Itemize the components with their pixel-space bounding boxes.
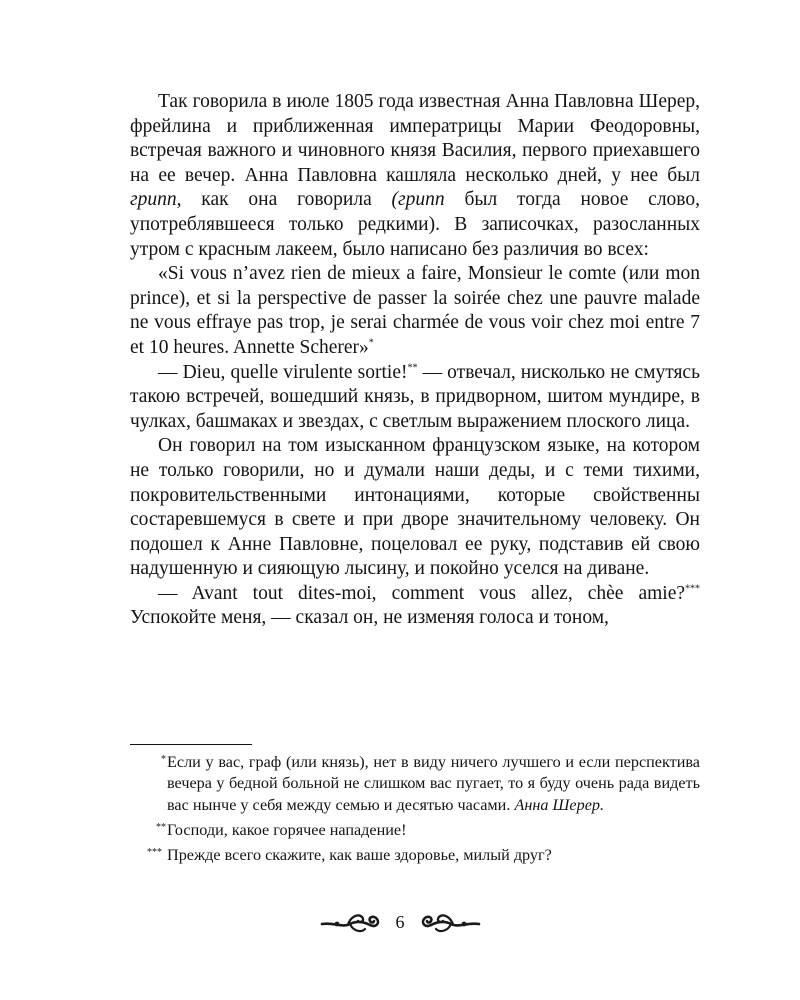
footnote-ref-3[interactable]: *** (685, 583, 700, 595)
footnote-text: Прежде всего скажите, как ваше здоровье, милый друг? (167, 846, 552, 865)
page-number: 6 (395, 911, 405, 932)
footnote-ref-2[interactable]: ** (407, 362, 418, 374)
text-run: Успокойте меня, — сказал он, не изменяя голоса и тоном, (130, 607, 609, 629)
footnote-3 (130, 845, 700, 866)
footnote-1 (130, 752, 700, 816)
footnote-text: Господи, какое горячее нападение! (167, 820, 407, 839)
text-run: Он говорил на том изысканном французском языке, на котором не только говорили, но и думали наши деды, и с теми тихими, покровительственными интонациями, которые свойственны состаревшемуся в свете и при дворе значительному человеку. Он подошел к Анне Павловне, поцеловал ее руку, подставив ей свою надушенную и сияющую лысину, и покойно уселся на диване. (130, 435, 700, 580)
main-text (130, 90, 700, 631)
paragraph-4 (130, 434, 700, 582)
text-run: — Avant tout dites-moi, comment vous allez, chèe amie? (158, 582, 685, 604)
footnotes (130, 752, 700, 870)
italic-run: грипп, (130, 189, 182, 211)
left-scroll-ornament-icon (320, 907, 382, 937)
paragraph-2 (130, 262, 700, 360)
footnote-mark: * (161, 754, 166, 765)
right-scroll-ornament-icon (419, 907, 481, 937)
footnote-mark: *** (147, 847, 162, 859)
text-run: как она говорила (181, 189, 392, 211)
paragraph-3 (130, 361, 700, 435)
footnote-separator (130, 744, 252, 745)
italic-run: (грипп (391, 189, 445, 211)
paragraph-5 (130, 582, 700, 631)
footnote-text: Если у вас, граф (или князь), нет в виду ничего лучшего и если перспектива вечера у бедной больной не слишком вас пугает, то я буду очень рада видеть вас нынче у себя между семью и десятью часами. (167, 753, 700, 814)
paragraph-1 (130, 90, 700, 262)
text-run: был тогда новое слово, употреблявшееся только редкими). В записочках, разосланных утром с красным лакеем, было написано без различия во всех: (130, 189, 701, 260)
footnote-mark: ** (156, 821, 166, 833)
text-run: Так говорила в июле 1805 года известная Анна Павловна Шерер, фрейлина и приближенная императрицы Марии Феодоровны, встречая важного и чиновного князя Василия, первого приехавшего на ее вечер. Анна Павловна кашляла несколько дней, у нее был (130, 91, 700, 186)
text-run: — Dieu, quelle virulente sortie! (158, 361, 408, 383)
footnote-signature: Анна Шерер. (514, 795, 605, 814)
footnote-ref-1[interactable]: * (368, 337, 374, 349)
text-run: «Si vous n’avez rien de mieux a faire, Monsieur le comte (или mon prince), et si la perspective de passer la soirée chez une pauvre malade ne vous effraye pas trop, je serai charmée de vous voir chez moi entre 7 et 10 heures. Annette Scherer» (130, 263, 700, 358)
page-footer (0, 905, 800, 939)
text-run: — отвечал, нисколько не смутясь такою встречей, вошедший князь, в придворном, шитом мундире, в чулках, башмаках и звездах, с светлым выражением плоского лица. (130, 361, 700, 432)
footnote-2 (130, 820, 700, 841)
